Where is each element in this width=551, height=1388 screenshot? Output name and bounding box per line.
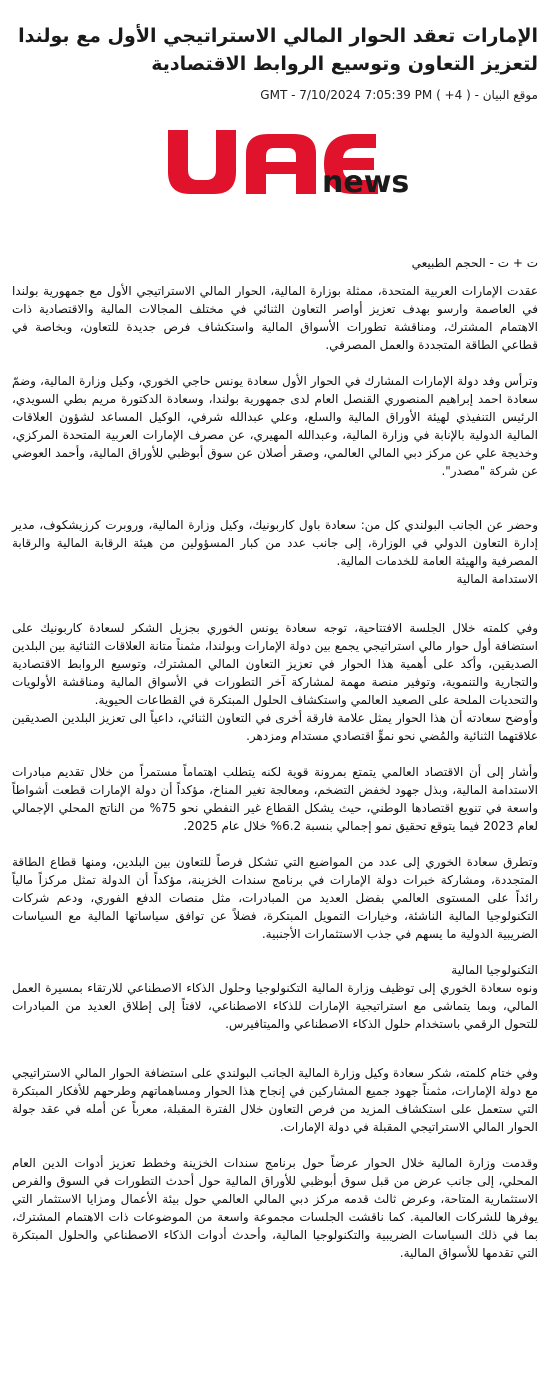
paragraph-8: ونوه سعادة الخوري إلى توظيف وزارة المالية التكنولوجيا وحلول الذكاء الاصطناعي للارتقاء بمسيرة العمل المالي، وبما يتماشى مع استراتيجية الإمارات للذكاء الاصطناعي، لافتاً إلى إطلاق العديد من المبادرات للتحول الرقمي باستخدام حلول الذكاء الاصطناعي والميتافيرس. (12, 981, 538, 1031)
logo-news-text: news (322, 165, 410, 196)
subheading-fintech: التكنولوجيا المالية (451, 963, 538, 977)
article-body (12, 282, 538, 1262)
subheading-financial-sustainability: الاستدامة المالية (456, 572, 538, 586)
font-size-controls (12, 254, 538, 272)
paragraph-5: وأوضح سعادته أن هذا الحوار يمثل علامة فارقة أخرى في التعاون الثنائي، داعياً الى تعزيز البلدين الصديقين علاقتهما الثنائية والمُضي نحو نموٍّ اقتصادي مستدام ومزدهر. (12, 711, 538, 743)
uae-news-logo-graphic (166, 126, 414, 196)
paragraph-2: وترأس وفد دولة الإمارات المشارك في الحوار الأول سعادة يونس حاجي الخوري، وكيل وزارة المالية، وضمّ سعادة احمد إبراهيم المنصوري القنصل العام لدى جمهورية بولندا، وسعادة الدكتورة مريم بطي السويدي، الرئيس التنفيذي لهيئة الأوراق المالية والسلع، وعلي عبدالله شرفي، الوكيل المساعد لشؤون العلاقات المالية الدولية بالإنابة في وزارة المالية، وعبدالله المهيري، عن مصرف الإمارات العربية المتحدة المركزي، وخديجة علي عن مركز دبي المالي العالمي، وصقر أصلان عن سوق أبوظبي للأوراق المالية، وأحمد العوضي عن شركة "مصدر". (12, 374, 538, 478)
paragraph-3: وحضر عن الجانب البولندي كل من: سعادة باول كاربونيك، وكيل وزارة المالية، وروبرت كرزيشكوف، مدير إدارة التعاون الدولي في الوزارة، إلى جانب عدد من كبار المسؤولين من هيئة الرقابة المالية والرقابة المصرفية والهيئة العامة للخدمات المالية. (12, 518, 538, 568)
article-headline: الإمارات تعقد الحوار المالي الاستراتيجي الأول مع بولندا لتعزيز التعاون وتوسيع الروابط الاقتصادية (18, 25, 538, 75)
font-increase-button[interactable]: ت + (512, 256, 538, 270)
paragraph-7: وتطرق سعادة الخوري إلى عدد من المواضيع التي تشكل فرصاً للتعاون بين البلدين، ومنها قطاع الطاقة المتجددة، ومشاركة خبرات دولة الإمارات في برنامج سندات الخزينة، مؤكداً أن الدولة تمثل مركزاً مالياً رائداً على المستوى العالمي بفضل العديد من المبادرات، مثل منصات الدفع الفوري، ودعم شركات التكنولوجيا المالية الناشئة، وخيارات التمويل المبتكرة، فضلاً عن توافق سياساتها المالية مع السياسات الضريبية الدولية ما يسهم في جذب الاستثمارات الأجنبية. (12, 855, 538, 941)
paragraph-10: وقدمت وزارة المالية خلال الحوار عرضاً حول برنامج سندات الخزينة وخطط تعزيز أدوات الدين العام المحلي، إلى جانب عرض من قبل سوق أبوظبي للأوراق المالية حول أحدث التطورات في السوق والفرص الاستثمارية المتاحة، وعرض ثالث قدمه مركز دبي المالي العالمي حول بيئة الأعمال ومزايا الاستثمار التي يوفرها للشركات العالمية. كما ناقشت الجلسات مجموعة واسعة من الموضوعات ذات الاهتمام المشترك، بما في ذلك السياسات الضريبية والتكنولوجيا المالية، وأحدث أدوات الذكاء الاصطناعي والحلول المبتكرة التي تقدمها للأسواق المالية. (12, 1156, 538, 1260)
uae-news-logo (12, 126, 538, 231)
article-meta: موقع البيان - ( 4+ ) GMT - 7/10/2024 7:05:39 PM (260, 88, 538, 102)
font-decrease-button[interactable]: ت - (489, 256, 509, 270)
paragraph-1: عقدت الإمارات العربية المتحدة، ممثلة بوزارة المالية، الحوار المالي الاستراتيجي الأول مع جمهورية بولندا في العاصمة وارسو بهدف تعزيز أواصر التعاون الثنائي في مختلف المجالات المالية والاقتصادية ذات الاهتمام المشترك، ومناقشة تطورات الأسواق المالية واستكشاف فرص جديدة للتعاون، وبخاصة في قطاعي الطاقة المتجددة والعمل المصرفي. (12, 284, 538, 352)
paragraph-4: وفي كلمته خلال الجلسة الافتتاحية، توجه سعادة يونس الخوري بجزيل الشكر لسعادة كاربونيك على استضافة أول حوار مالي استراتيجي يجمع بين دولة الإمارات وبولندا، مثمناً متانة العلاقات الثنائية بين البلدين الصديقين، وأكد على أهمية هذا الحوار في تعزيز التعاون المالي المشترك، وتوسيع الروابط الاقتصادية والتجارية والتنموية، وتوفير منصة مهمة لمشاركة آخر التطورات في الأسواق المالية ومناقشة الأولويات والتحديات الملحة على الصعيد العالمي واستكشاف الحلول المبتكرة في القطاعات الحيوية. (12, 621, 538, 707)
paragraph-9: وفي ختام كلمته، شكر سعادة وكيل وزارة المالية الجانب البولندي على استضافة الحوار المالي الاستراتيجي مع دولة الإمارات، مثمناً جهود جميع المشاركين في إنجاح هذا الحوار ومساهماتهم وطرحهم للأفكار المبتكرة التي ستعمل على استكشاف المزيد من فرص التعاون خلال الفترة المقبلة، معرباً عن أمله في عقد جولة الحوار المالي الاستراتيجي المقبلة في دولة الإمارات. (12, 1066, 538, 1134)
paragraph-6: وأشار إلى أن الاقتصاد العالمي يتمتع بمرونة قوية لكنه يتطلب اهتماماً مستمراً من خلال تقديم مبادرات الاستدامة المالية، وبذل جهود لخفض التضخم، ومعالجة تغير المناخ، مؤكداً أن دولة الإمارات قطعت أشواطاً واسعة في تنويع اقتصادها الوطني، حيث يشكل القطاع غير النفطي نحو 75% من الناتج المحلي الإجمالي لعام 2023 فيما يتوقع تحقيق نمو إجمالي بنسبة 6.2% خلال عام 2025. (12, 765, 538, 833)
font-normal-size-button[interactable]: الحجم الطبيعي (411, 256, 486, 270)
